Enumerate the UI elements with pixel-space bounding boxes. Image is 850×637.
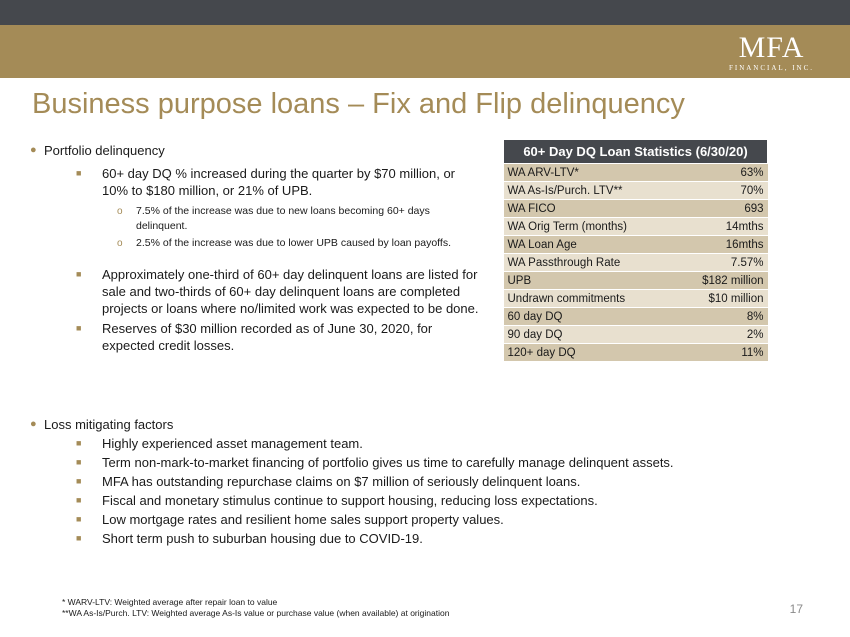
row-value: $182 million (674, 272, 767, 290)
bullet-circle-icon: o (117, 238, 123, 249)
dq-statistics-table (503, 139, 768, 362)
table-row (504, 308, 768, 326)
footnote: * WARV-LTV: Weighted average after repair loan to value (62, 597, 278, 607)
bullet-square-icon: ■ (76, 168, 82, 178)
list-item: ■ Approximately one-third of 60+ day delinquent loans are listed for sale and two-thirds of 60+ day delinquent loans are completed projects or loans where no/limited work was expected to be done. (76, 267, 479, 316)
table-row (504, 164, 768, 182)
table-row (504, 218, 768, 236)
row-value: 14mths (674, 218, 767, 236)
bullet-square-icon: ■ (76, 457, 82, 467)
header-gold-bar (0, 25, 850, 78)
table-row (504, 290, 768, 308)
row-label: 60 day DQ (504, 308, 675, 326)
table-row (504, 344, 768, 362)
loss-mitigating-heading: ● Loss mitigating factors (30, 417, 174, 432)
footnotes (62, 597, 449, 619)
list-item: ■ Term non-mark-to-market financing of portfolio gives us time to carefully manage delinquent assets. (76, 455, 674, 470)
list-item: ■ Highly experienced asset management team. (76, 436, 363, 451)
row-label: 120+ day DQ (504, 344, 675, 362)
table-row (504, 236, 768, 254)
mfa-logo (729, 33, 814, 72)
row-value: 63% (674, 164, 767, 182)
table-row (504, 326, 768, 344)
bullet-square-icon: ■ (76, 476, 82, 486)
list-item: ■ Low mortgage rates and resilient home sales support property values. (76, 512, 504, 527)
row-label: WA Orig Term (months) (504, 218, 675, 236)
footnote: **WA As-Is/Purch. LTV: Weighted average As-Is value or purchase value (when available) at origination (62, 608, 450, 618)
bullet-square-icon: ■ (76, 514, 82, 524)
bullet-dot-icon: ● (30, 144, 37, 156)
logo-main: MFA (738, 31, 805, 64)
bullet-square-icon: ■ (76, 269, 82, 279)
row-value: 693 (674, 200, 767, 218)
list-item: ■ Fiscal and monetary stimulus continue to support housing, reducing loss expectations. (76, 493, 598, 508)
row-value: 2% (674, 326, 767, 344)
row-label: Undrawn commitments (504, 290, 675, 308)
row-label: WA ARV-LTV* (504, 164, 675, 182)
bullet-circle-icon: o (117, 206, 123, 217)
row-value: 8% (674, 308, 767, 326)
bullet-square-icon: ■ (76, 323, 82, 333)
top-dark-bar (0, 0, 850, 25)
row-label: WA FICO (504, 200, 675, 218)
row-value: 16mths (674, 236, 767, 254)
logo-sub: FINANCIAL, INC. (728, 64, 814, 72)
row-label: WA Passthrough Rate (504, 254, 675, 272)
row-label: WA As-Is/Purch. LTV** (504, 182, 675, 200)
bullet-square-icon: ■ (76, 495, 82, 505)
table-row (504, 272, 768, 290)
loss-mitigating-section (30, 415, 830, 548)
row-label: WA Loan Age (504, 236, 675, 254)
list-item: ■ MFA has outstanding repurchase claims on $7 million of seriously delinquent loans. (76, 474, 581, 489)
table-row (504, 200, 768, 218)
table-row (504, 254, 768, 272)
list-item: ■ 60+ day DQ % increased during the quarter by $70 million, or 10% to $180 million, or 21% of UPB. (76, 166, 455, 198)
table-row (504, 182, 768, 200)
list-item: ■ Reserves of $30 million recorded as of June 30, 2020, for expected credit losses. (76, 321, 433, 353)
row-value: 70% (674, 182, 767, 200)
row-label: 90 day DQ (504, 326, 675, 344)
table-header: 60+ Day DQ Loan Statistics (6/30/20) (504, 140, 768, 164)
row-value: $10 million (674, 290, 767, 308)
row-label: UPB (504, 272, 675, 290)
bullet-square-icon: ■ (76, 533, 82, 543)
list-subitem: o 7.5% of the increase was due to new loans becoming 60+ days delinquent. (117, 205, 430, 232)
list-subitem: o 2.5% of the increase was due to lower UPB caused by loan payoffs. (117, 237, 451, 249)
row-value: 11% (674, 344, 767, 362)
page-title: Business purpose loans – Fix and Flip delinquency (32, 88, 685, 120)
list-item: ■ Short term push to suburban housing due to COVID-19. (76, 531, 423, 546)
portfolio-heading: ● Portfolio delinquency (30, 143, 165, 158)
bullet-square-icon: ■ (76, 438, 82, 448)
bullet-dot-icon: ● (30, 418, 37, 430)
page-number: 17 (789, 602, 803, 616)
row-value: 7.57% (674, 254, 767, 272)
portfolio-section (30, 142, 480, 354)
